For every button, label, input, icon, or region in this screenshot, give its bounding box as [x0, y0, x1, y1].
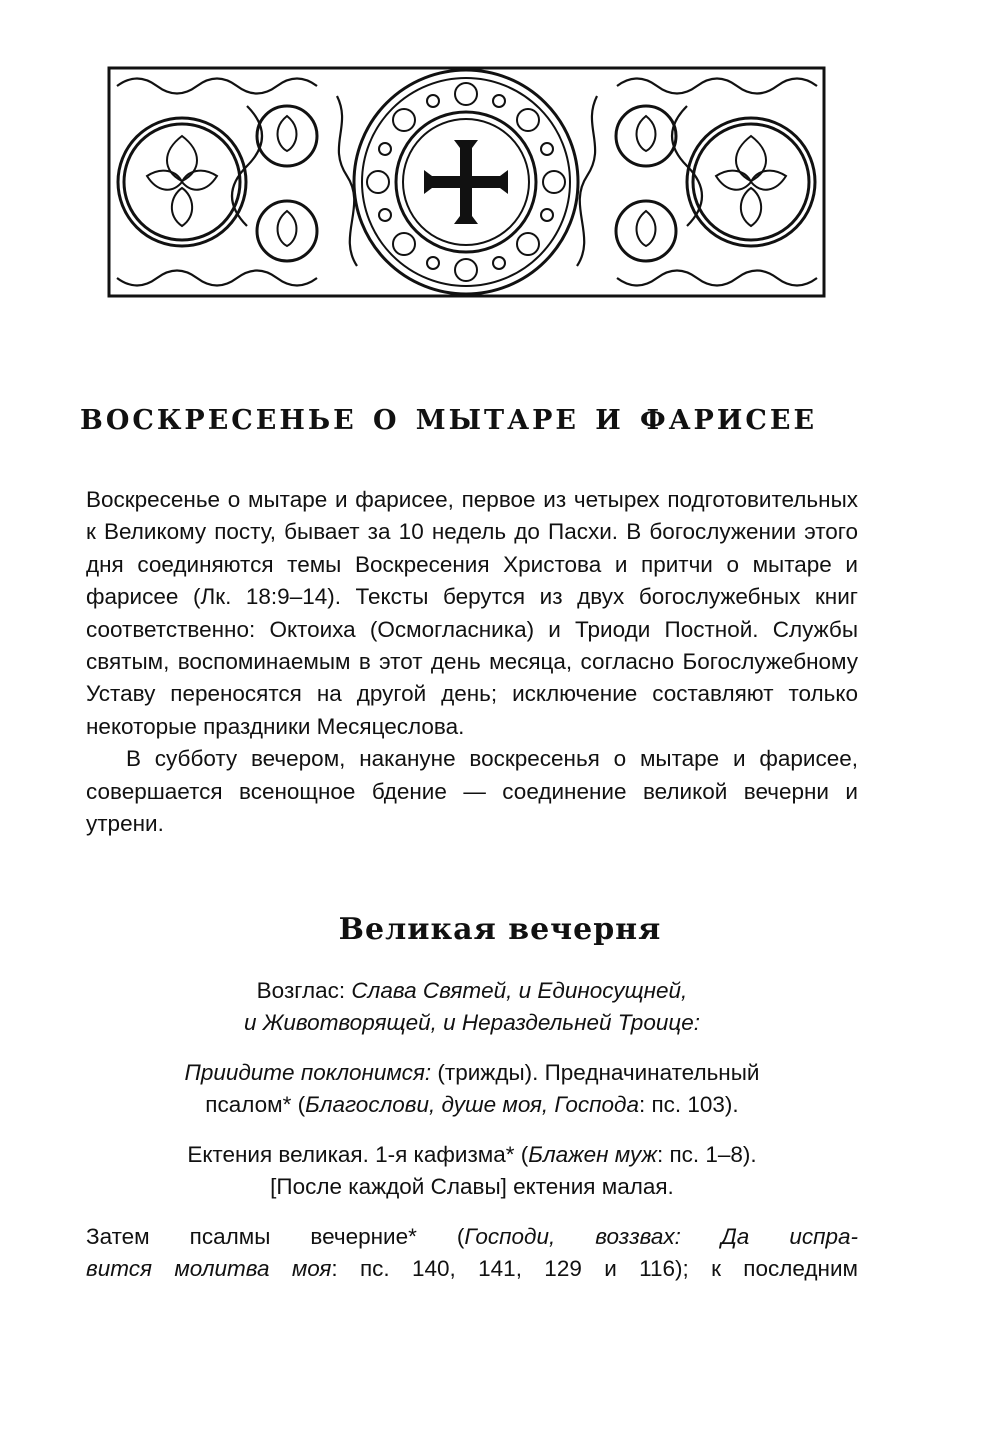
- vozglas-rubric: [86, 975, 858, 1039]
- decorative-headpiece: [107, 66, 826, 298]
- service-rubrics: [86, 975, 858, 1285]
- ektenia-ref: : пс. 1–8).: [656, 1142, 757, 1167]
- zatem-rubric-line2: [86, 1253, 858, 1285]
- intro-paragraph-1: Воскресенье о мытаре и фарисее, первое из четырех подготовительных к Великому посту, бывает за 10 недель до Пасхи. В богослужении этого дня соединяются темы Воскресения Христова и притчи о мытаре и фарисее (Лк. 18:9–14). Тексты берутся из двух богослужебных книг соответственно: Октоиха (Осмогласника) и Триоди Постной. Службы святым, воспоминаемым в этот день месяца, согласно Богослужебному Уставу переносятся на другой день; исключение составляют только некоторые праздники Месяцеслова.: [86, 487, 858, 739]
- psalom-ref: : пс. 103).: [638, 1092, 739, 1117]
- zatem-italic-1: Господи, воззвах: Да испра-: [464, 1224, 858, 1249]
- psalom-label: псалом* (: [205, 1092, 306, 1117]
- after-slava-text: [После каждой Славы] ектения малая.: [270, 1174, 674, 1199]
- zatem-rubric-line1: [86, 1221, 858, 1253]
- ektenia-rubric: [86, 1139, 858, 1203]
- zatem-italic-2: вится молитва моя: [86, 1256, 332, 1281]
- vozglas-text-line1: Слава Святей, и Единосущней,: [351, 978, 688, 1003]
- intro-paragraph-2: В субботу вечером, накануне воскресенья о мытаре и фарисее, совершается всенощное бдение — соединение великой вечерни и утрени.: [86, 746, 858, 837]
- zatem-ref: : пс. 140, 141, 129 и 116); к последним: [331, 1256, 858, 1281]
- vozglas-text-line2: и Животворящей, и Нераздельней Троице:: [244, 1010, 700, 1035]
- intro-text: [86, 484, 858, 840]
- psalom-italic: Благослови, душе моя, Господа: [305, 1092, 639, 1117]
- vozglas-label: Возглас:: [256, 978, 352, 1003]
- section-title: Великая вечерня: [338, 912, 662, 947]
- ektenia-label: Ектения великая. 1-я кафизма* (: [187, 1142, 529, 1167]
- priidite-rubric: [86, 1057, 858, 1121]
- priidite-text: Приидите поклонимся:: [184, 1060, 432, 1085]
- cross-ornament-icon: [107, 66, 826, 298]
- zatem-label: Затем псалмы вечерние* (: [86, 1224, 465, 1249]
- priidite-rest: (трижды). Предначинательный: [431, 1060, 760, 1085]
- ektenia-italic: Блажен муж: [528, 1142, 657, 1167]
- page-title: воскресенье о мытаре и фарисее: [80, 393, 818, 438]
